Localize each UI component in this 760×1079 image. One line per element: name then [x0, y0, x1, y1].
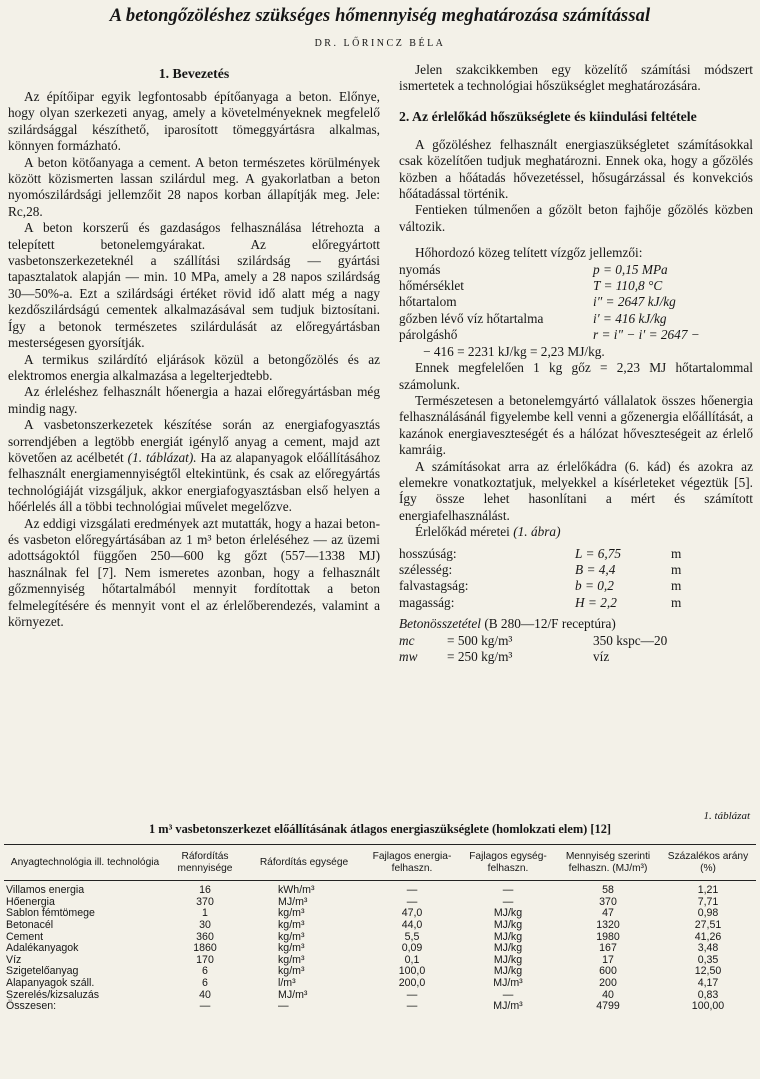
table-cell: kg/m³ — [278, 942, 305, 955]
steam-value: i″ = 2647 kJ/kg — [593, 294, 676, 310]
steam-row — [399, 262, 700, 278]
steam-value: i′ = 416 kJ/kg — [593, 310, 667, 326]
table-cell: MJ/m³ — [278, 988, 308, 1001]
table-cell: MJ/kg — [493, 907, 523, 920]
paragraph: Az érleléshez felhasznált hőenergia a hazai előregyártásban még mindig nagy. — [8, 384, 380, 416]
mix-title — [399, 616, 753, 632]
column-header: Százalékos arány (%) — [660, 845, 756, 881]
table-cell: Betonacél — [6, 918, 54, 931]
dimension-unit: m — [671, 545, 682, 561]
dimension-sym: b = 0,2 — [575, 578, 614, 594]
right-column — [399, 62, 753, 665]
table-cell: 40 — [199, 988, 211, 1001]
table-cell: Hőenergia — [6, 895, 55, 908]
table-cell: 100,0 — [398, 965, 426, 978]
table-cell: 1860 — [193, 942, 217, 955]
table-reference: (1. táblázat). — [127, 449, 197, 465]
paragraph: Az építőipar egyik legfontosabb építőanyaga a beton. Előnye, hogy olyan szerkezeti anyag, amely a követelményeknek megfelelő szilárdsággal készíthető, iparosított tömeggyártásra alkalmas, könnyen formázható. — [8, 89, 380, 154]
table-cell: — — [199, 1000, 211, 1013]
table-cell: — — [406, 895, 418, 908]
steam-properties-title: Hőhordozó közeg telített vízgőz jellemzői: — [415, 245, 643, 261]
table-cell: — — [502, 988, 514, 1001]
table-cell: 4799 — [596, 1000, 620, 1013]
table-cell: 1320 — [596, 918, 620, 931]
dimension-label: szélesség: — [399, 561, 453, 577]
table-cell: kg/m³ — [278, 918, 305, 931]
column-header: Ráfordítás egysége — [244, 845, 364, 881]
table-row — [4, 990, 756, 1002]
column-header: Anyagtechnológia ill. technológia — [4, 845, 166, 881]
table-cell: 30 — [199, 918, 211, 931]
table-cell: 100,00 — [691, 1000, 725, 1013]
table-cell: 47 — [602, 907, 614, 920]
table-cell: 7,71 — [697, 895, 719, 908]
table-cell: — — [502, 884, 514, 897]
table-cell: 3,48 — [697, 942, 719, 955]
mix-sym: mw — [399, 649, 418, 664]
steam-continuation: − 416 = 2231 kJ/kg = 2,23 MJ/kg. — [423, 343, 605, 359]
column-header: Ráfordítás mennyisége — [166, 845, 244, 881]
concrete-mix — [399, 633, 673, 666]
dimension-row — [399, 578, 681, 594]
table-row — [4, 932, 756, 944]
steam-properties — [399, 262, 700, 344]
table-row — [4, 920, 756, 932]
dimension-sym: H = 2,2 — [575, 594, 617, 610]
table-cell: 360 — [196, 930, 214, 943]
table-cell: 370 — [196, 895, 214, 908]
table-cell: 1980 — [596, 930, 620, 943]
table-cell: 0,09 — [401, 942, 423, 955]
dimension-unit: m — [671, 594, 682, 610]
paragraph: A beton kötőanyaga a cement. A beton természetes körülmények között közismerten lassan szilárdul meg. A gyakorlatban a beton nyomószilárdsági jellemzőit 28 napos korban állapítják meg. Jele: Rc,28. — [8, 154, 380, 219]
table-row — [4, 897, 756, 909]
dimension-row — [399, 546, 681, 562]
table-cell: 0,1 — [404, 953, 420, 966]
dimension-label: magasság: — [399, 594, 455, 610]
column-header: Fajlagos energia-felhaszn. — [364, 845, 460, 881]
figure-reference: (1. ábra) — [513, 524, 561, 540]
table-row — [4, 908, 756, 920]
table-cell: 40 — [602, 988, 614, 1001]
mix-val: = 250 kg/m³ — [447, 649, 513, 664]
table-cell: 17 — [602, 953, 614, 966]
table-cell: — — [502, 895, 514, 908]
column-header: Mennyiség szerinti felhaszn. (MJ/m³) — [556, 845, 660, 881]
table-cell: 170 — [196, 953, 214, 966]
section-heading-2: 2. Az érlelőkád hőszükséglete és kiindulási feltétele — [399, 108, 697, 124]
mix-val: = 500 kg/m³ — [447, 632, 513, 648]
table-cell: Szerelés/kizsaluzás — [6, 988, 100, 1001]
dimension-label: falvastagság: — [399, 578, 469, 594]
steam-row — [399, 327, 700, 343]
table-cell: 200 — [599, 976, 617, 989]
table-cell: 58 — [602, 884, 614, 897]
paragraph: Az eddigi vizsgálati eredmények azt mutatták, hogy a hazai beton- és vasbeton előregyártásában az 1 m³ beton érleléséhez — az üzemi adottságoktól függően 250—600 kg gőzt (557—1338 MJ) használnak fel [7]. Nem ismeretes azonban, hogy a felhasznált gőzmennyiség hőtartalmából mennyit fordítottak a beton felmelegítésére és mennyit vont el az érlelőberendezés, valamint a környezet. — [8, 515, 380, 629]
article-title: A betongőzöléshez szükséges hőmennyiség meghatározása számítással — [109, 6, 651, 26]
mix-note: 350 kspc—20 — [593, 632, 668, 648]
table-cell: kg/m³ — [278, 965, 305, 978]
paragraph: A gőzöléshez felhasznált energiaszükségletet számításokkal csak közelítően tudjuk meghatározni. Ennek oka, hogy a gőzölés közben a hőátadás hővezetéssel, hősugárzással és konvekciós hőátadással történik. — [399, 136, 753, 202]
table-cell: — — [278, 1000, 289, 1013]
left-column — [8, 62, 380, 630]
table-row — [4, 978, 756, 990]
steam-row — [399, 311, 700, 327]
mix-note: víz — [593, 649, 610, 664]
table-cell: 0,35 — [697, 953, 719, 966]
table-row — [4, 943, 756, 955]
dimension-unit: m — [671, 578, 682, 594]
table-cell: 600 — [599, 965, 617, 978]
table-cell: 6 — [202, 965, 208, 978]
table-cell: 4,17 — [697, 976, 719, 989]
steam-value: p = 0,15 MPa — [593, 261, 668, 277]
table-cell: Cement — [6, 930, 44, 943]
table-cell: MJ/kg — [493, 930, 523, 943]
table-cell: Adalékanyagok — [6, 942, 79, 955]
table-cell: kg/m³ — [278, 953, 305, 966]
dimension-unit: m — [671, 561, 682, 577]
table-cell: 370 — [599, 895, 617, 908]
table-row — [4, 955, 756, 967]
energy-table — [4, 844, 756, 1013]
table-cell: kWh/m³ — [278, 884, 315, 897]
table-cell: Villamos energia — [6, 884, 85, 897]
paragraph: Ennek megfelelően 1 kg gőz = 2,23 MJ hőtartalommal számolunk. — [399, 360, 753, 392]
table-cell: 200,0 — [398, 976, 426, 989]
table-cell: 0,98 — [697, 907, 719, 920]
table-cell: 5,5 — [404, 930, 420, 943]
table-cell: — — [406, 1000, 418, 1013]
table-cell: MJ/m³ — [493, 976, 523, 989]
dimension-row — [399, 595, 681, 611]
table-cell: MJ/kg — [493, 953, 523, 966]
mix-recipe: (B 280—12/F receptúra) — [484, 616, 616, 632]
table-cell: Összesen: — [6, 1000, 57, 1013]
paragraph: A számításokat arra az érlelőkádra (6. kád) és azokra az elemekre vonatkoztatjuk, melyekkel a kísérleteket végeztük [5]. Így össze lehet hasonlítani a mért és számított energiafelhasználást. — [399, 458, 753, 523]
dimension-row — [399, 562, 681, 578]
table-cell: MJ/kg — [493, 918, 523, 931]
energy-table-wrap — [4, 844, 756, 1013]
table-cell: 16 — [199, 884, 211, 897]
table-cell: MJ/kg — [493, 942, 523, 955]
paragraph-text: A vasbetonszerkezetek készítése során az energiafogyasztás sorrendjében a legtöbb energiát igénylő anyag a cement, majd azt követően az acélbetét — [8, 417, 380, 465]
table-cell: — — [406, 884, 418, 897]
steam-value: T = 110,8 °C — [593, 278, 663, 294]
table-cell: 1,21 — [697, 884, 719, 897]
author-line: DR. LŐRINCZ BÉLA — [314, 38, 446, 49]
paragraph: Természetesen a betonelemgyártó vállalatok összes hőenergia felhasználásánál figyelembe kell venni a gőzenergia előállítását, a kazánok energiaveszteségét és a hálózat hőveszteségeit az érlelő kamráig. — [399, 392, 753, 458]
table-cell: kg/m³ — [278, 930, 305, 943]
table-cell: MJ/m³ — [278, 895, 308, 908]
table-cell: — — [406, 988, 418, 1001]
section-heading-1: 1. Bevezetés — [158, 66, 230, 81]
mix-sym: mc — [399, 632, 415, 648]
paragraph: Fentieken túlmenően a gőzölt beton fajhője gőzölés közben változik. — [399, 202, 753, 234]
dimensions-title — [399, 524, 753, 540]
table-cell: MJ/m³ — [493, 1000, 523, 1013]
dimension-label: hosszúság: — [399, 545, 457, 561]
table-row — [4, 881, 756, 897]
steam-label: gőzben lévő víz hőtartalma — [399, 310, 544, 326]
mix-row — [399, 633, 673, 649]
steam-label: nyomás — [399, 261, 441, 277]
table-row — [4, 1001, 756, 1013]
table-caption: 1. táblázat — [703, 810, 750, 822]
steam-label: hőmérséklet — [399, 278, 464, 294]
paragraph: Jelen szakcikkemben egy közelítő számítási módszert ismertetek a technológiai hőszükséglet meghatározására. — [399, 62, 753, 94]
table-cell: 41,26 — [694, 930, 722, 943]
steam-row — [399, 278, 700, 294]
table-cell: Víz — [6, 953, 22, 966]
steam-label: párolgáshő — [399, 327, 458, 343]
table-title: 1 m³ vasbetonszerkezet előállításának átlagos energiaszükséglete (homlokzati elem) [12] — [148, 822, 612, 836]
dimensions-title-text: Érlelőkád méretei — [415, 524, 510, 540]
table-cell: Alapanyagok száll. — [6, 976, 95, 989]
dimension-sym: L = 6,75 — [575, 545, 622, 561]
table-cell: 27,51 — [694, 918, 722, 931]
table-cell: kg/m³ — [278, 907, 305, 920]
table-cell: 44,0 — [401, 918, 423, 931]
mix-title-text: Betonösszetétel — [399, 616, 481, 632]
paragraph: A termikus szilárdító eljárások közül a betongőzölés és az elektromos energia alkalmazása a legelterjedtebb. — [8, 351, 380, 383]
table-cell: Sablon fémtömege — [6, 907, 95, 920]
dimension-sym: B = 4,4 — [575, 561, 616, 577]
mix-row — [399, 649, 673, 665]
table-cell: 167 — [599, 942, 617, 955]
table-cell: Szigetelőanyag — [6, 965, 79, 978]
column-header: Fajlagos egység-felhaszn. — [460, 845, 556, 881]
table-cell: 47,0 — [401, 907, 423, 920]
table-cell: 12,50 — [694, 965, 722, 978]
paragraph: A beton korszerű és gazdaságos felhasználása létrehozta a telepített betonelemgyárakat. Az előregyártott vasbetonszerkezeteknél a szállítási szilárdság — gyártási tapasztalatok alapján — min. 10 MPa, amely a 28 napos szilárdság 30—50%-a. Ezt a szilárdsági értéket rövid idő alatt még a nagy kezdőszilárdságú cementek alkalmazásával sem tudjuk biztosítani. Így a betonok természetes szilárdulását az előregyártásban mesterségesen gyorsítják. — [8, 220, 380, 351]
steam-label: hőtartalom — [399, 294, 457, 310]
table-cell: l/m³ — [278, 976, 296, 989]
tank-dimensions — [399, 546, 681, 612]
steam-row — [399, 294, 700, 310]
table-cell: 1 — [202, 907, 208, 920]
paragraph — [8, 417, 380, 515]
table-row — [4, 966, 756, 978]
steam-value: r = i″ − i′ = 2647 − — [593, 327, 700, 343]
table-cell: MJ/kg — [493, 965, 523, 978]
table-cell: 6 — [202, 976, 208, 989]
table-cell: 0,83 — [697, 988, 719, 1001]
paragraph-text: Ha az alapanyagok előállításához felhasznált energiamennyiségtől eltekintünk, és csak az előregyártás technológiáját vizsgáljuk, akkor energiafogyasztásban első helyen a hőérlelés áll a többi technológiai művelet megelőzve. — [8, 449, 380, 515]
